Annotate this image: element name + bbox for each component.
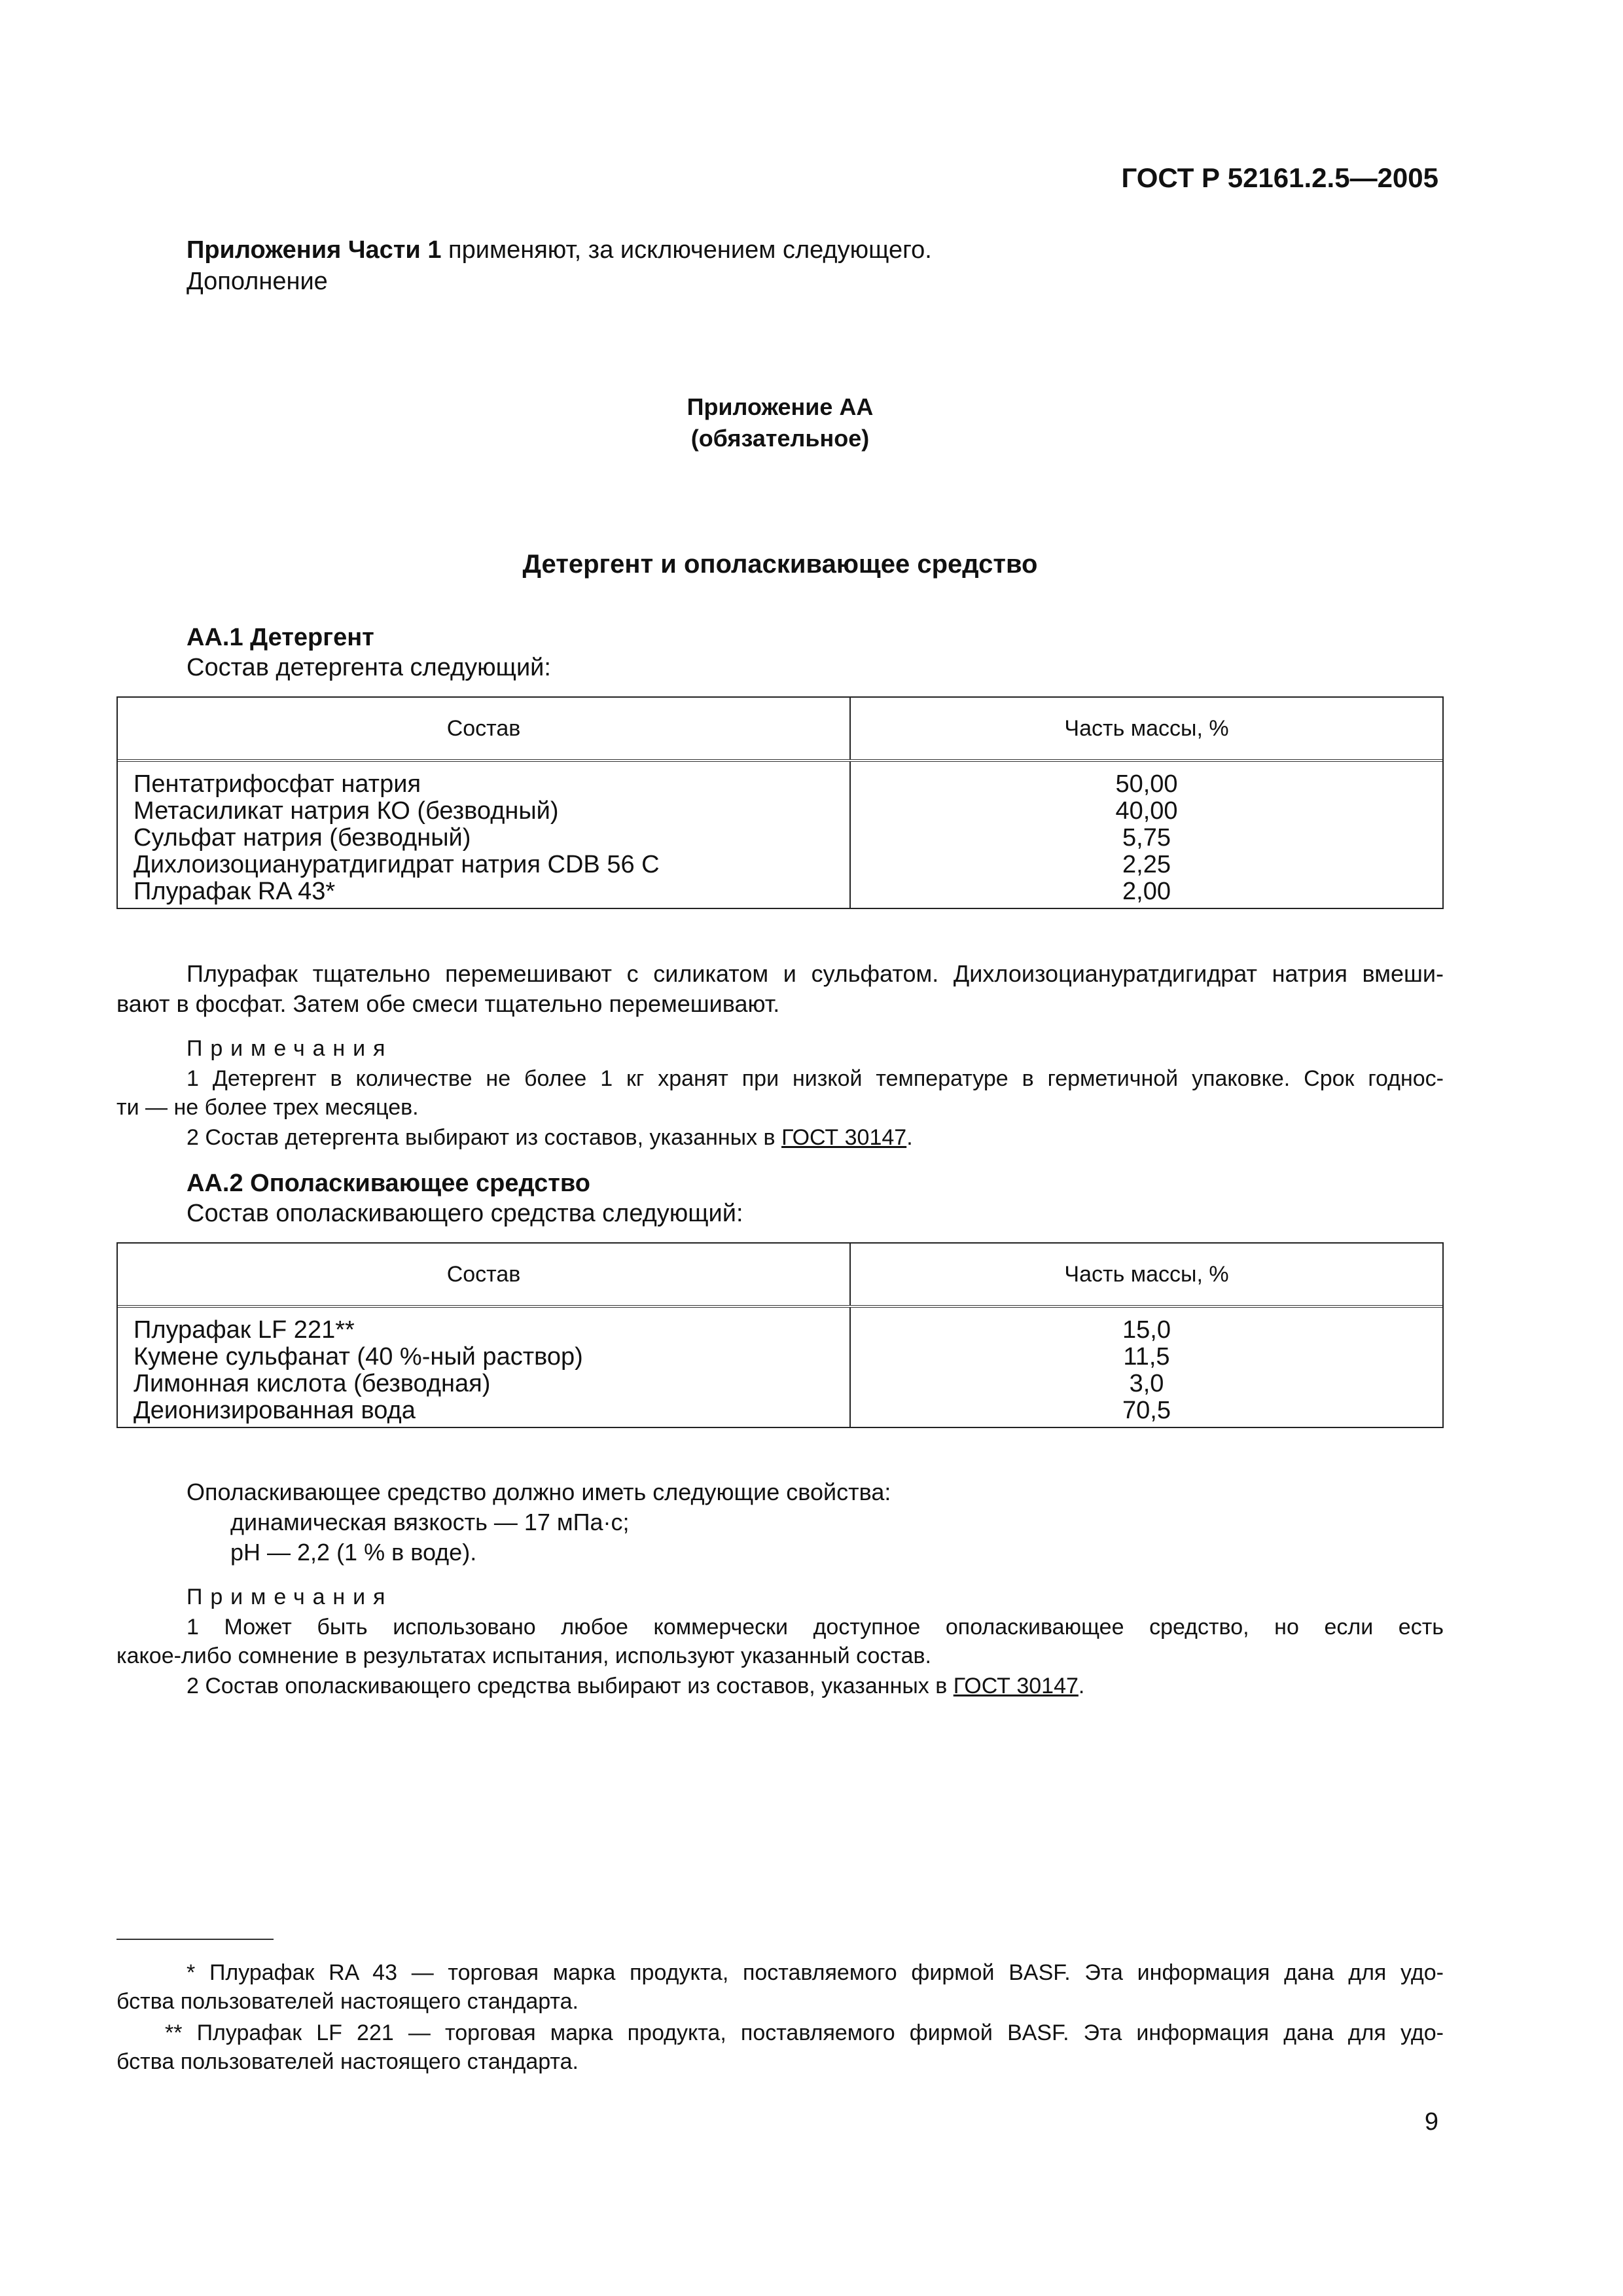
aa2-note1-line1: 1 Может быть использовано любое коммерчески доступное ополаскивающее средство, но если есть [187, 1615, 1444, 1640]
aa2-note1-line2: какое-либо сомнение в результатах испытания, используют указанный состав. [116, 1643, 931, 1668]
gost-30147-link[interactable]: ГОСТ 30147 [953, 1674, 1079, 1698]
footnote-1-line1: * Плурафак RA 43 — торговая марка продукта, поставляемого фирмой BASF. Эта информация дана для удо- [187, 1960, 1444, 1985]
table-cell-value: 2,00 [1122, 878, 1171, 905]
table-body [118, 762, 1442, 908]
composition-column [118, 1308, 851, 1427]
intro-bold: Приложения Части 1 [187, 236, 442, 264]
table-cell-value: 5,75 [1122, 824, 1171, 852]
gost-30147-link[interactable]: ГОСТ 30147 [781, 1125, 907, 1150]
footnote-2-line1: ** Плурафак LF 221 — торговая марка продукта, поставляемого фирмой BASF. Эта информация дана для удо- [165, 2020, 1444, 2045]
table-cell-name: Пентатрифосфат натрия [134, 770, 421, 798]
aa1-paragraph-line1: Плурафак тщательно перемешивают с силикатом и сульфатом. Дихлоизоциануратдигидрат натрия вмеши- [187, 960, 1444, 987]
table-cell-value: 70,5 [1122, 1397, 1171, 1424]
table-cell-name: Лимонная кислота (безводная) [134, 1370, 491, 1397]
aa1-notes-title: Примечания [187, 1036, 393, 1061]
aa2-property-ph: pH — 2,2 (1 % в воде). [230, 1539, 477, 1566]
aa2-notes-title: Примечания [187, 1585, 393, 1609]
annex-status: (обязательное) [690, 425, 870, 452]
table-body [118, 1308, 1442, 1427]
table-cell-value: 40,00 [1115, 797, 1178, 825]
aa2-property-viscosity: динамическая вязкость — 17 мПа·с; [230, 1509, 630, 1535]
aa1-note2-end: . [906, 1125, 913, 1150]
aa2-lead: Состав ополаскивающего средства следующий: [187, 1200, 743, 1227]
aa1-note1-line1: 1 Детергент в количестве не более 1 кг хранят при низкой температуре в герметичной упаковке. Срок годнос- [187, 1066, 1444, 1091]
document-number: ГОСТ Р 52161.2.5—2005 [1121, 162, 1438, 193]
composition-column [118, 762, 851, 908]
column-header-mass-fraction: Часть массы, % [1064, 715, 1229, 741]
aa2-note2-end: . [1078, 1674, 1085, 1698]
table-header [118, 1244, 1442, 1308]
table-cell-name: Дихлоизоциануратдигидрат натрия CDB 56 C [134, 851, 660, 878]
page-number: 9 [1424, 2108, 1438, 2136]
aa1-heading: АА.1 Детергент [187, 624, 374, 651]
aa2-note2-text: 2 Состав ополаскивающего средства выбирают из составов, указанных в [187, 1674, 954, 1698]
annex-heading: Детергент и ополаскивающее средство [522, 550, 1038, 579]
footnote-2-line2: бства пользователей настоящего стандарта. [116, 2049, 579, 2074]
aa2-heading: АА.2 Ополаскивающее средство [187, 1170, 590, 1197]
aa2-properties-lead: Ополаскивающее средство должно иметь следующие свойства: [187, 1479, 891, 1505]
table-cell-name: Кумене сульфанат (40 %-ный раствор) [134, 1343, 583, 1371]
annex-title: Приложение АА [687, 393, 874, 420]
mass-fraction-column [851, 762, 1442, 908]
footnote-separator [116, 1939, 274, 1940]
table-cell-name: Сульфат натрия (безводный) [134, 824, 471, 852]
table-cell-value: 11,5 [1123, 1343, 1170, 1371]
table-cell-name: Плурафак RA 43* [134, 878, 336, 905]
intro-line2: Дополнение [187, 268, 328, 295]
intro-line [187, 236, 932, 264]
aa1-note1-line2: ти — не более трех месяцев. [116, 1095, 419, 1120]
table-cell-value: 3,0 [1129, 1370, 1164, 1397]
aa1-paragraph-line2: вают в фосфат. Затем обе смеси тщательно перемешивают. [116, 990, 780, 1017]
aa1-note2-text: 2 Состав детергента выбирают из составов, указанных в [187, 1125, 782, 1150]
footnote-1-line2: бства пользователей настоящего стандарта. [116, 1989, 579, 2014]
table-cell-name: Деионизированная вода [134, 1397, 416, 1424]
aa1-note2 [187, 1123, 913, 1152]
detergent-table [116, 696, 1444, 909]
aa1-lead: Состав детергента следующий: [187, 654, 551, 681]
table-cell-name: Метасиликат натрия КО (безводный) [134, 797, 559, 825]
column-header-composition: Состав [118, 1244, 851, 1305]
column-header-composition: Состав [118, 698, 851, 759]
rinse-aid-table [116, 1242, 1444, 1428]
table-cell-name: Плурафак LF 221** [134, 1316, 355, 1344]
table-cell-value: 50,00 [1115, 770, 1178, 798]
mass-fraction-column [851, 1308, 1442, 1427]
table-cell-value: 15,0 [1122, 1316, 1171, 1344]
column-header-mass-fraction: Часть массы, % [1064, 1261, 1229, 1287]
intro-rest: применяют, за исключением следующего. [441, 236, 932, 264]
table-header [118, 698, 1442, 762]
table-cell-value: 2,25 [1122, 851, 1171, 878]
aa2-note2 [187, 1672, 1084, 1700]
